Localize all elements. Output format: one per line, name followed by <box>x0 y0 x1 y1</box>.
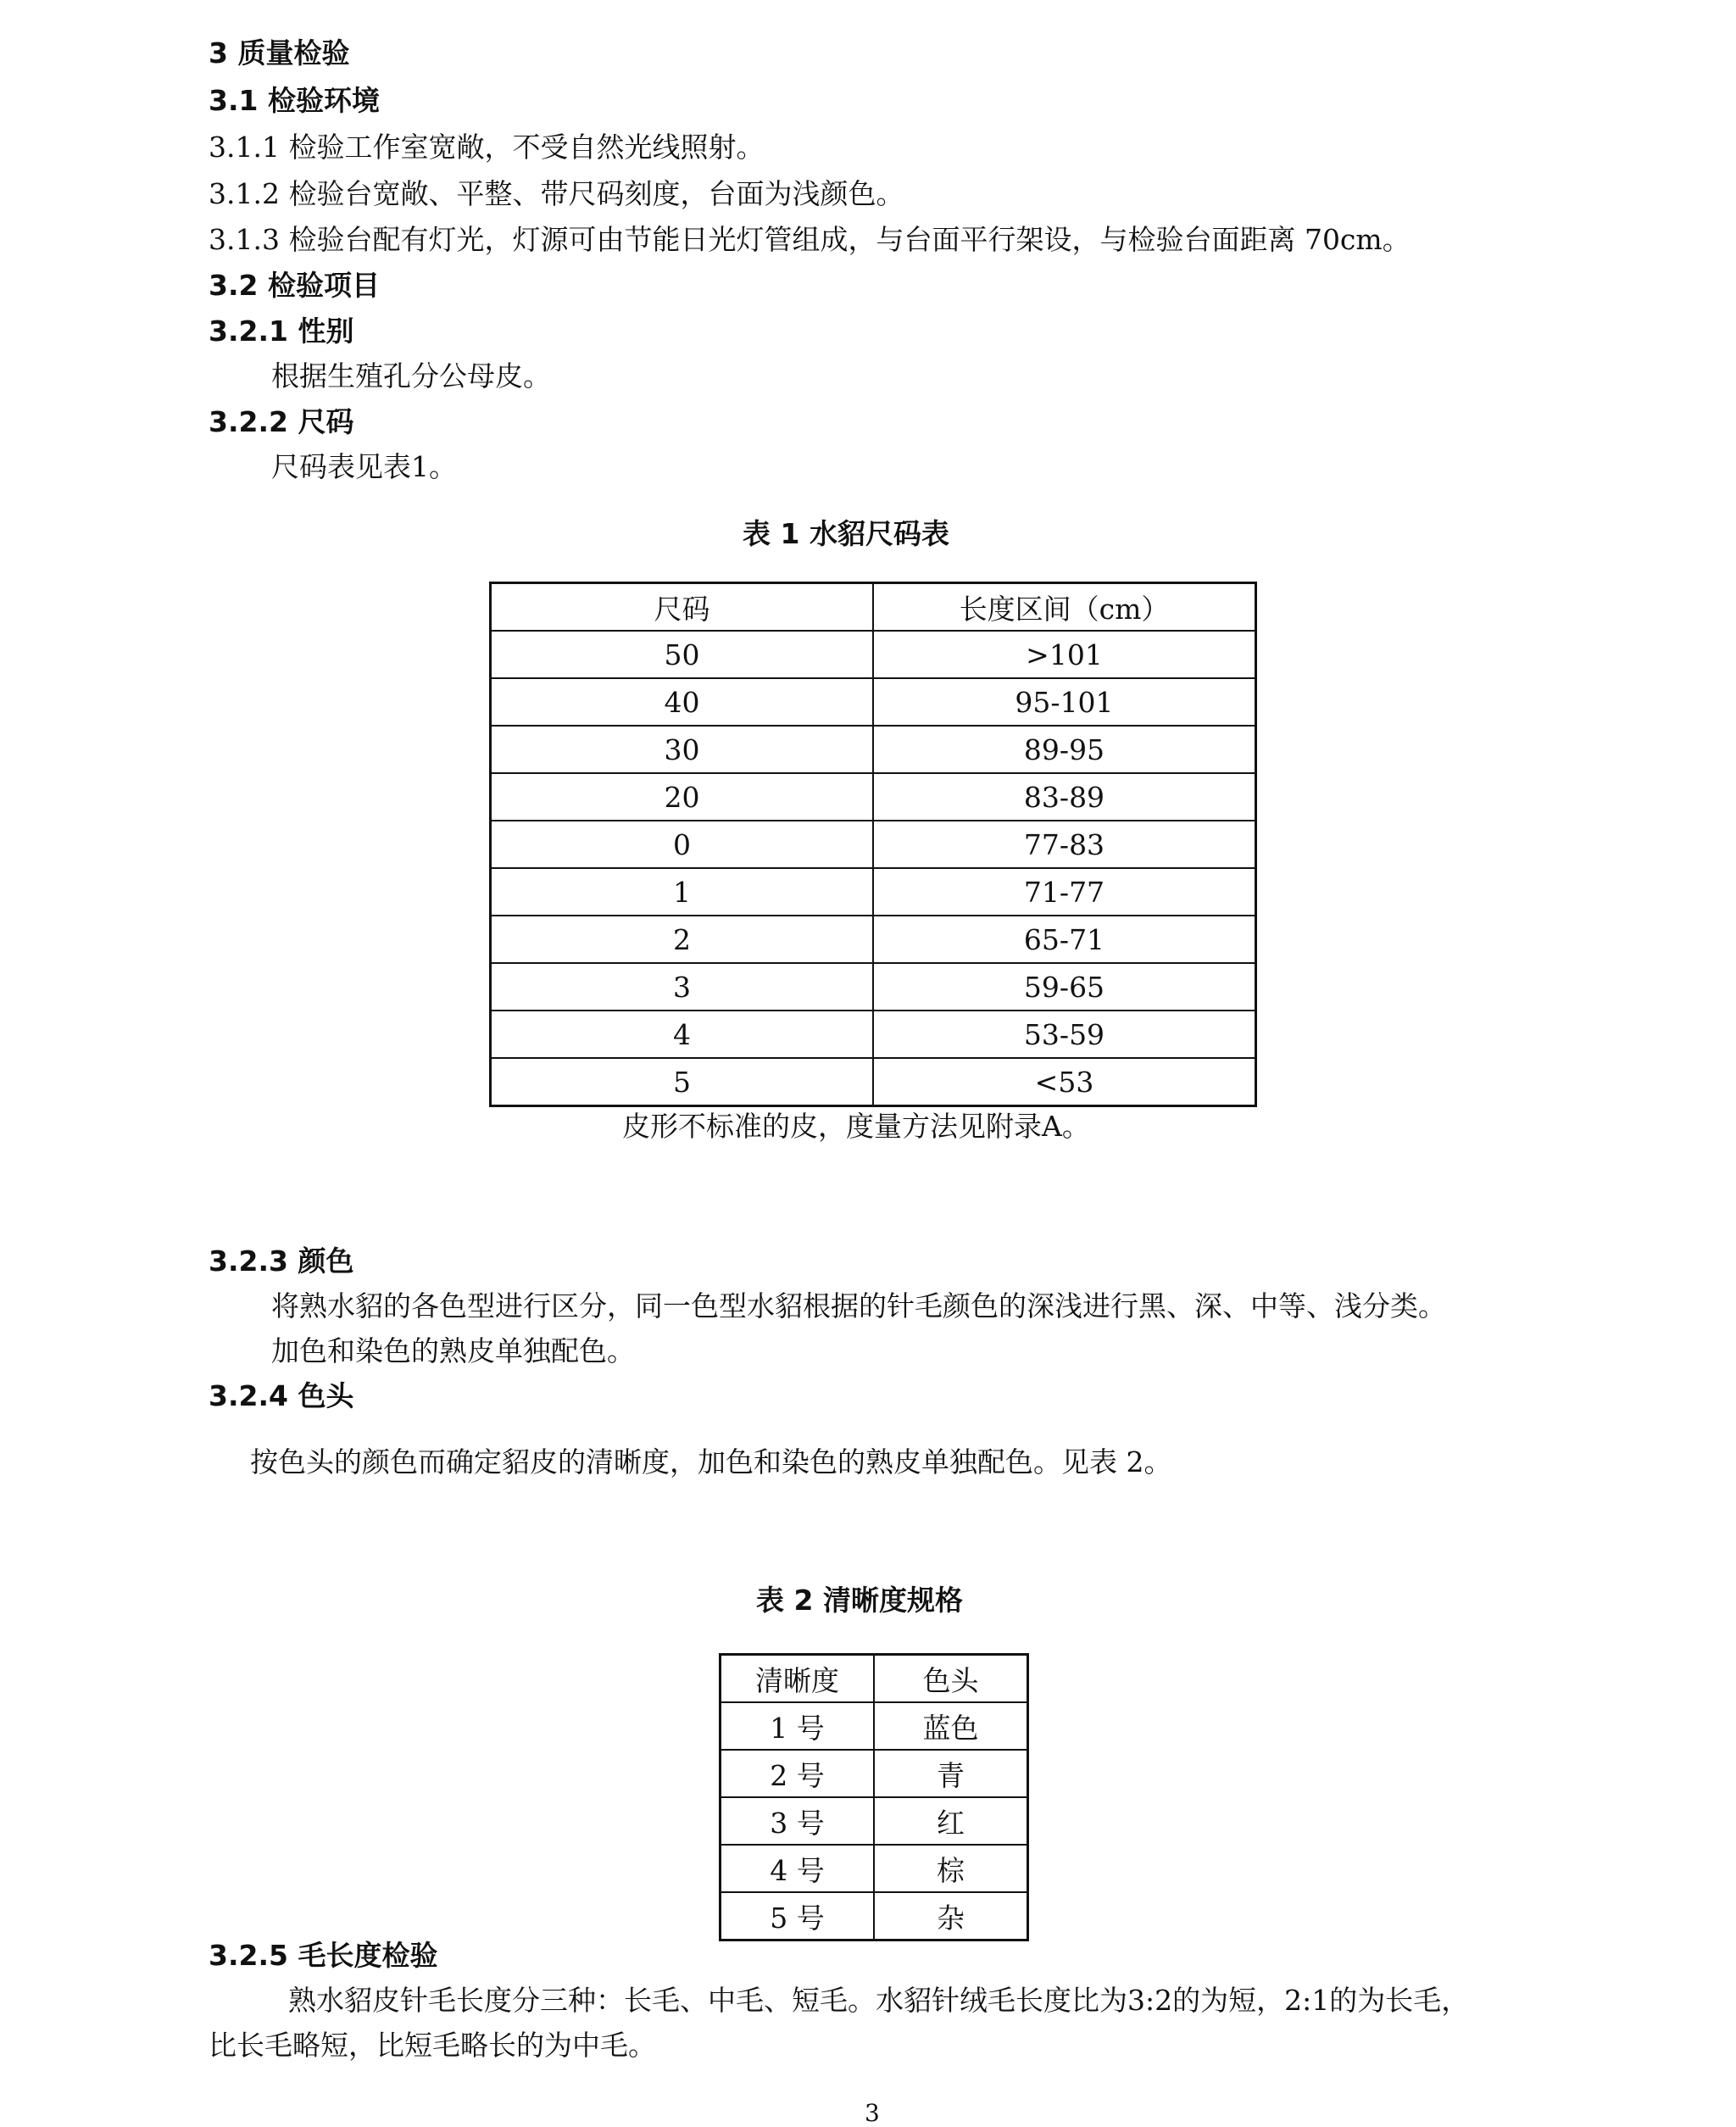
table-row <box>721 1845 1028 1892</box>
table-cell: 65-71 <box>873 916 1256 963</box>
table-cell: 3 <box>491 963 874 1011</box>
table-row <box>491 726 1256 773</box>
section-3-title: 3 质量检验 <box>209 36 350 70</box>
table-cell: 71-77 <box>873 868 1256 916</box>
section-3-2-5-body-line-2: 比长毛略短，比短毛略长的为中毛。 <box>209 2029 656 2062</box>
section-3-2-4-title: 3.2.4 色头 <box>209 1379 354 1412</box>
size-table <box>489 582 1257 1107</box>
table-cell: 1 <box>491 868 874 916</box>
table-cell: 1 号 <box>721 1702 875 1750</box>
table-row <box>721 1750 1028 1797</box>
table-cell: 30 <box>491 726 874 773</box>
section-3-1-3: 3.1.3 检验台配有灯光，灯源可由节能日光灯管组成，与台面平行架设，与检验台面距离 70cm。 <box>209 223 1410 256</box>
table-cell: 77-83 <box>873 821 1256 868</box>
table-row <box>491 868 1256 916</box>
table-header-cell: 色头 <box>874 1655 1028 1703</box>
table-header-cell: 长度区间（cm） <box>873 583 1256 632</box>
table-row <box>721 1702 1028 1750</box>
table-cell: 3 号 <box>721 1797 875 1845</box>
section-3-2-3-title: 3.2.3 颜色 <box>209 1244 354 1278</box>
table-1-note: 皮形不标准的皮，度量方法见附录A。 <box>622 1110 1090 1143</box>
section-3-2-4-body: 按色头的颜色而确定貂皮的清晰度，加色和染色的熟皮单独配色。见表 2。 <box>250 1445 1172 1478</box>
section-3-2-2-title: 3.2.2 尺码 <box>209 405 354 438</box>
section-3-2-3-body-line-1: 将熟水貂的各色型进行区分，同一色型水貂根据的针毛颜色的深浅进行黑、深、中等、浅分类。 <box>271 1289 1446 1322</box>
table-cell: 5 号 <box>721 1892 875 1940</box>
table-cell: 4 <box>491 1011 874 1058</box>
table-2-caption: 表 2 清晰度规格 <box>756 1584 963 1617</box>
table-header-row <box>721 1655 1028 1703</box>
table-cell: 83-89 <box>873 773 1256 821</box>
table-row <box>491 1011 1256 1058</box>
table-cell: 59-65 <box>873 963 1256 1011</box>
table-cell: <53 <box>873 1058 1256 1106</box>
table-cell: 4 号 <box>721 1845 875 1892</box>
table-header-cell: 清晰度 <box>721 1655 875 1703</box>
page-number: 3 <box>865 2099 880 2127</box>
section-3-2-5-title: 3.2.5 毛长度检验 <box>209 1939 438 1972</box>
section-3-1-2: 3.1.2 检验台宽敞、平整、带尺码刻度，台面为浅颜色。 <box>209 177 904 210</box>
table-1-caption: 表 1 水貂尺码表 <box>743 517 949 550</box>
section-3-2-5-body-line-1: 熟水貂皮针毛长度分三种：长毛、中毛、短毛。水貂针绒毛长度比为3:2的为短，2:1的为长毛， <box>288 1984 1470 2017</box>
table-cell: 53-59 <box>873 1011 1256 1058</box>
table-cell: 杂 <box>874 1892 1028 1940</box>
table-row <box>491 1058 1256 1106</box>
table-cell: 青 <box>874 1750 1028 1797</box>
table-row <box>491 821 1256 868</box>
table-cell: 2 <box>491 916 874 963</box>
table-cell: 95-101 <box>873 678 1256 726</box>
table-header-row <box>491 583 1256 632</box>
table-cell: 40 <box>491 678 874 726</box>
table-cell: 0 <box>491 821 874 868</box>
table-row <box>491 678 1256 726</box>
table-row <box>721 1892 1028 1940</box>
table-row <box>491 773 1256 821</box>
section-3-1-1: 3.1.1 检验工作室宽敞，不受自然光线照射。 <box>209 131 765 164</box>
section-3-2-3-body-line-2: 加色和染色的熟皮单独配色。 <box>271 1334 635 1367</box>
table-cell: 50 <box>491 631 874 678</box>
table-row <box>491 963 1256 1011</box>
table-row <box>491 631 1256 678</box>
table-cell: 89-95 <box>873 726 1256 773</box>
table-header-cell: 尺码 <box>491 583 874 632</box>
table-cell: 2 号 <box>721 1750 875 1797</box>
section-3-2-2-body: 尺码表见表1。 <box>271 450 457 483</box>
section-3-1-title: 3.1 检验环境 <box>209 84 380 117</box>
table-row <box>721 1797 1028 1845</box>
table-cell: 20 <box>491 773 874 821</box>
table-row <box>491 916 1256 963</box>
section-3-2-title: 3.2 检验项目 <box>209 269 380 302</box>
table-cell: 棕 <box>874 1845 1028 1892</box>
table-cell: >101 <box>873 631 1256 678</box>
section-3-2-1-body: 根据生殖孔分公母皮。 <box>271 359 551 393</box>
table-cell: 5 <box>491 1058 874 1106</box>
clarity-table <box>719 1653 1029 1941</box>
table-cell: 蓝色 <box>874 1702 1028 1750</box>
table-cell: 红 <box>874 1797 1028 1845</box>
section-3-2-1-title: 3.2.1 性别 <box>209 315 354 348</box>
